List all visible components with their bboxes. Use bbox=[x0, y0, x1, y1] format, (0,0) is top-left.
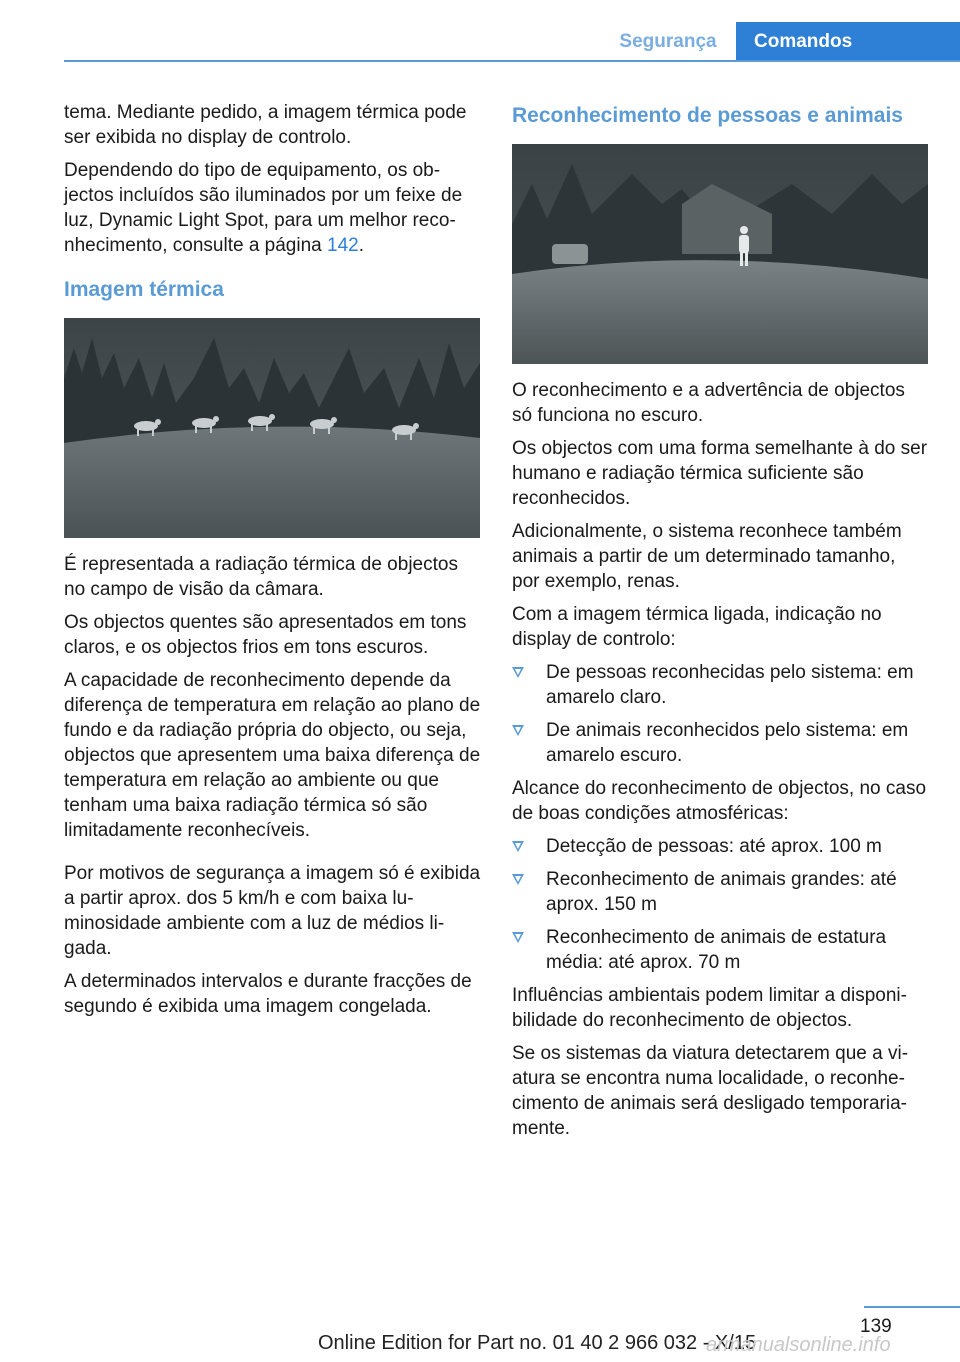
triangle-bullet-icon bbox=[512, 725, 524, 736]
paragraph: tema. Mediante pedido, a imagem térmica pode ser exibida no display de controlo. bbox=[64, 102, 467, 148]
watermark: armanualsonline.info bbox=[706, 1334, 891, 1356]
paragraph-text: Dependendo do tipo de equipamento, os objectos incluídos são iluminados por um feixe de luz, Dynamic Light Spot, para um melhor reconhecimento, consulte a página bbox=[64, 160, 463, 256]
right-column bbox=[512, 100, 928, 1149]
footer-rule bbox=[864, 1306, 960, 1308]
section-heading-thermal-image: Imagem térmica bbox=[64, 278, 224, 301]
list-item bbox=[512, 867, 928, 917]
thermal-image-person-illustration bbox=[512, 144, 928, 364]
paragraph: Os objectos com uma forma semelhante à do ser humano e radiação térmica suficiente são reconhecidos. bbox=[512, 438, 928, 509]
list-item-text: De pessoas reconhecidas pelo sistema: em amarelo claro. bbox=[546, 662, 914, 708]
paragraph: Alcance do reconhecimento de objectos, no caso de boas condições atmosféricas: bbox=[512, 778, 927, 824]
paragraph: A capacidade de reconhecimento depende da diferença de temperatura em relação ao plano de fundo e da radiação própria do objecto, ou seja, objectos que apresentem uma baixa diferença de temperatura em relação ao ambiente ou que tenham uma baixa radiação térmica só são limitadamente reconhecíveis. bbox=[64, 670, 481, 841]
section-heading-person-animal-detection: Reconhecimento de pessoas e animais bbox=[512, 104, 903, 127]
list-item bbox=[512, 834, 928, 859]
paragraph: Os objectos quentes são apresentados em tons claros, e os objectos frios em tons escuros. bbox=[64, 612, 467, 658]
paragraph-end: . bbox=[358, 235, 364, 256]
edition-footer: Online Edition for Part no. 01 40 2 966 032 - X/15 bbox=[318, 1332, 757, 1354]
tab-comandos[interactable]: Comandos bbox=[736, 22, 960, 62]
list-item-text: Detecção de pessoas: até aprox. 100 m bbox=[546, 836, 882, 857]
list-item bbox=[512, 718, 928, 768]
list-item bbox=[512, 660, 928, 710]
thermal-image-animals-illustration bbox=[64, 318, 480, 538]
paragraph: O reconhecimento e a advertência de objectos só funciona no escuro. bbox=[512, 380, 905, 426]
left-column bbox=[64, 100, 482, 1027]
triangle-bullet-icon bbox=[512, 667, 524, 678]
page-number: 139 bbox=[860, 1316, 892, 1337]
tab-seguranca[interactable]: Segurança bbox=[619, 31, 717, 52]
paragraph: Com a imagem térmica ligada, indicação no display de controlo: bbox=[512, 604, 882, 650]
paragraph: Adicionalmente, o sistema reconhece também animais a partir de um determinado tamanho, por exemplo, renas. bbox=[512, 521, 902, 592]
paragraph: É representada a radiação térmica de objectos no campo de visão da câmara. bbox=[64, 554, 458, 600]
list-item bbox=[512, 925, 928, 975]
paragraph: A determinados intervalos e durante fracções de segundo é exibida uma imagem congelada. bbox=[64, 971, 472, 1017]
detection-range-list bbox=[512, 834, 928, 975]
paragraph: Por motivos de segurança a imagem só é exibida a partir aprox. dos 5 km/h e com baixa luminosidade ambiente com a luz de médios ligada. bbox=[64, 863, 481, 959]
paragraph: Se os sistemas da viatura detectarem que a viatura se encontra numa localidade, o reconhecimento de animais será desligado temporariamente. bbox=[512, 1043, 909, 1139]
triangle-bullet-icon bbox=[512, 932, 524, 943]
list-item-text: Reconhecimento de animais de estatura média: até aprox. 70 m bbox=[546, 927, 887, 973]
list-item-text: Reconhecimento de animais grandes: até aprox. 150 m bbox=[546, 869, 897, 915]
paragraph bbox=[64, 158, 482, 258]
car-silhouette bbox=[552, 244, 588, 264]
paragraph: Influências ambientais podem limitar a disponibilidade do reconhecimento de objectos. bbox=[512, 985, 907, 1031]
triangle-bullet-icon bbox=[512, 841, 524, 852]
display-indication-list bbox=[512, 660, 928, 768]
header-rule bbox=[64, 60, 960, 62]
page-link[interactable]: 142 bbox=[327, 235, 359, 256]
list-item-text: De animais reconhecidos pelo sistema: em amarelo escuro. bbox=[546, 720, 909, 766]
triangle-bullet-icon bbox=[512, 874, 524, 885]
